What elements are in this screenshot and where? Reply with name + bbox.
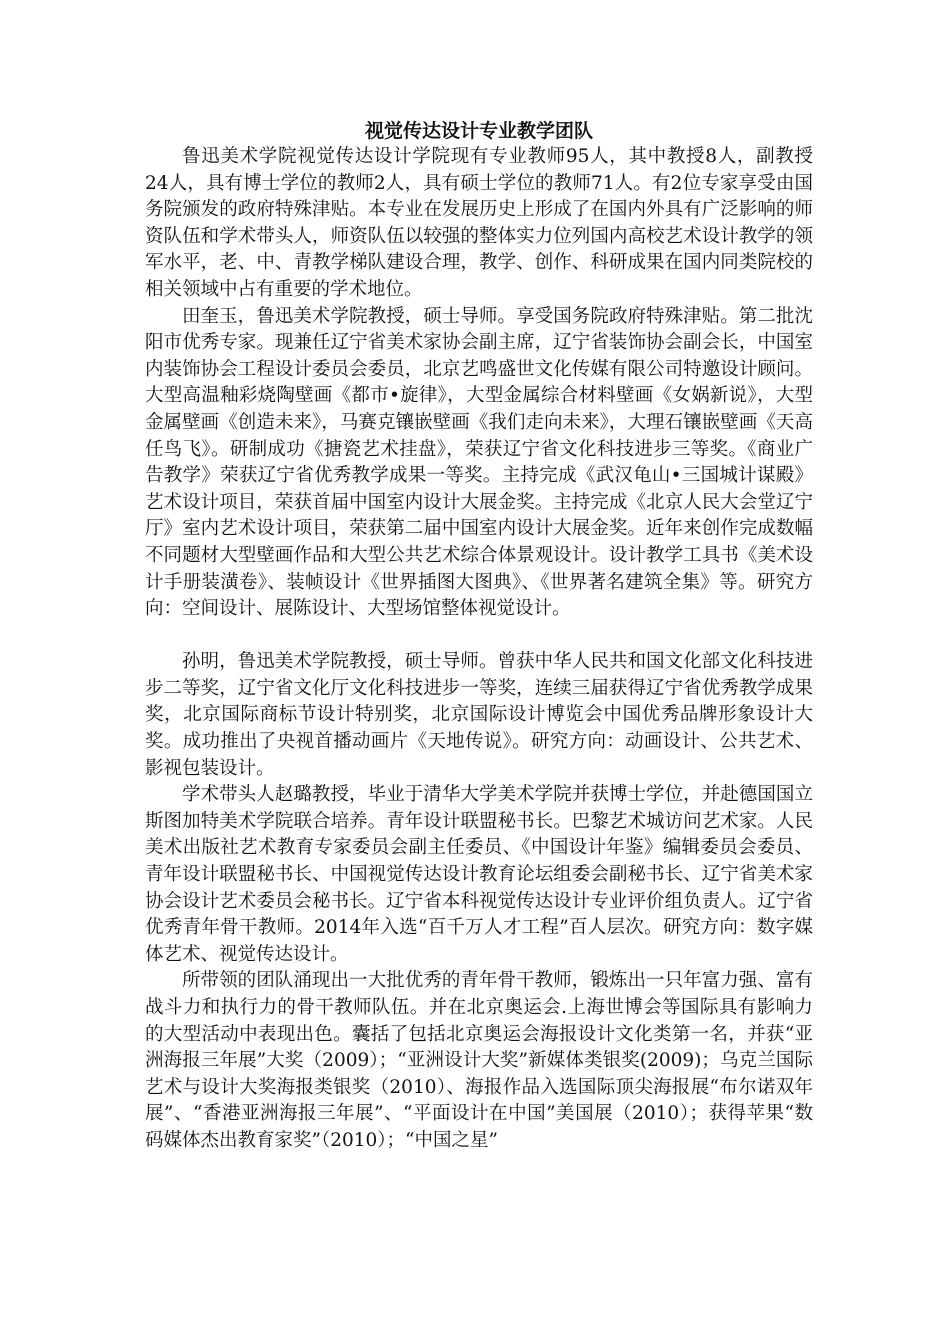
document-page [145, 118, 813, 1155]
paragraph-team: 所带领的团队涌现出一大批优秀的青年骨干教师，锻炼出一只年富力强、富有战斗力和执行力的骨干教师队伍。并在北京奥运会.上海世博会等国际具有影响力的大型活动中表现出色。囊括了包括北京奥运会海报设计文化类第一名，并获“亚洲海报三年展”大奖（2009）；“亚洲设计大奖”新媒体类银奖(2009)；乌克兰国际艺术与设计大奖海报类银奖（2010）、海报作品入选国际顶尖海报展“布尔诺双年展”、“香港亚洲海报三年展”、“平面设计在中国”美国展（2010）；获得苹果“数码媒体杰出教育家奖”（2010）；“中国之星” [145, 970, 813, 1151]
paragraph-sun-ming: 孙明，鲁迅美术学院教授，硕士导师。曾获中华人民共和国文化部文化科技进步二等奖，辽宁省文化厅文化科技进步一等奖，连续三届获得辽宁省优秀教学成果奖，北京国际商标节设计特别奖，北京国际设计博览会中国优秀品牌形象设计大奖。成功推出了央视首播动画片《天地传说》。研究方向：动画设计、公共艺术、影视包装设计。 [145, 651, 813, 779]
paragraph-intro: 鲁迅美术学院视觉传达设计学院现有专业教师95人，其中教授8人，副教授24人，具有博士学位的教师2人，具有硕士学位的教师71人。有2位专家享受由国务院颁发的政府特殊津贴。本专业在发展历史上形成了在国内外具有广泛影响的师资队伍和学术带头人，师资队伍以较强的整体实力位列国内高校艺术设计教学的领军水平，老、中、青教学梯队建设合理，教学、创作、科研成果在国内同类院校的相关领域中占有重要的学术地位。 [145, 146, 813, 300]
paragraph-tian-kuiyu: 田奎玉，鲁迅美术学院教授，硕士导师。享受国务院政府特殊津贴。第二批沈阳市优秀专家。现兼任辽宁省美术家协会副主席，辽宁省装饰协会副会长，中国室内装饰协会工程设计委员会委员，北京艺鸣盛世文化传媒有限公司特邀设计顾问。大型高温釉彩烧陶壁画《都市•旋律》，大型金属综合材料壁画《女娲新说》，大型金属壁画《创造未来》，马赛克镶嵌壁画《我们走向未来》，大理石镶嵌壁画《天高任鸟飞》。研制成功《搪瓷艺术挂盘》，荣获辽宁省文化科技进步三等奖。《商业广告教学》荣获辽宁省优秀教学成果一等奖。主持完成《武汉龟山•三国城计谋殿》艺术设计项目，荣获首届中国室内设计大展金奖。主持完成《北京人民大会堂辽宁厅》室内艺术设计项目，荣获第二届中国室内设计大展金奖。近年来创作完成数幅不同题材大型壁画作品和大型公共艺术综合体景观设计。设计教学工具书《美术设计手册装潢卷》、装帧设计《世界插图大图典》、《世界著名建筑全集》等。研究方向：空间设计、展陈设计、大型场馆整体视觉设计。 [145, 305, 813, 620]
document-title: 视觉传达设计专业教学团队 [364, 120, 593, 142]
blank-line [145, 623, 813, 650]
paragraph-zhao-lu: 学术带头人赵璐教授，毕业于清华大学美术学院并获博士学位，并赴德国国立斯图加特美术学院联合培养。青年设计联盟秘书长。巴黎艺术城访问艺术家。人民美术出版社艺术教育专家委员会副主任委员、《中国设计年鉴》编辑委员会委员、青年设计联盟秘书长、中国视觉传达设计教育论坛组委会副秘书长、辽宁省美术家协会设计艺术委员会秘书长。辽宁省本科视觉传达设计专业评价组负责人。辽宁省优秀青年骨干教师。2014年入选“百千万人才工程”百人层次。研究方向：数字媒体艺术、视觉传达设计。 [145, 784, 813, 965]
